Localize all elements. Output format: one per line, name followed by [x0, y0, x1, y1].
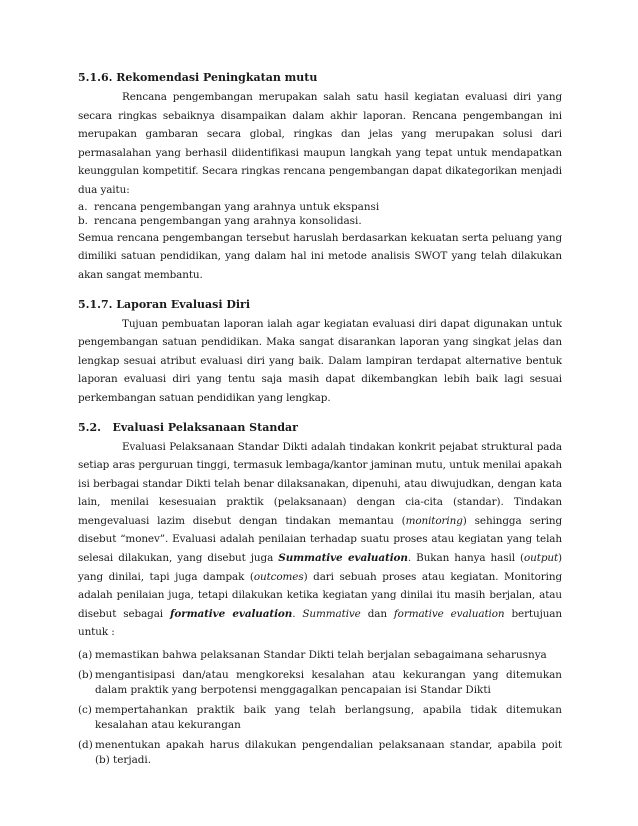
list-item: (d) menentukan apakah harus dilakukan pengendalian pelaksanaan standar, apabila poit (b) terjadi.	[78, 738, 562, 767]
list-item: (c) mempertahankan praktik baik yang telah berlangsung, apabila tidak ditemukan kesalahan atau kekurangan	[78, 703, 562, 732]
paragraph-rencana: Rencana pengembangan merupakan salah satu hasil kegiatan evaluasi diri yang secara ringkas sebaiknya disampaikan dalam akhir laporan. Rencana pengembangan ini merupakan gambaran secara global, ringkas dan jelas yang merupakan solusi dari permasalahan yang berhasil diidentifikasi maupun langkah yang tepat untuk mendapatkan keunggulan kompetitif. Secara ringkas rencana pengembangan dapat dikategorikan menjadi dua yaitu:	[78, 91, 562, 196]
paragraph-semua: Semua rencana pengembangan tersebut haruslah berdasarkan kekuatan serta peluang yang dimiliki satuan pendidikan, yang dalam hal ini metode analisis SWOT yang telah dilakukan akan sangat membantu.	[78, 231, 562, 281]
list-item: (b) mengantisipasi dan/atau mengkoreksi kesalahan atau kekurangan yang ditemukan dalam praktik yang berpotensi menggagalkan pencapaian isi Standar Dikti	[78, 668, 562, 697]
section-heading-5-2: 5.2. Evaluasi Pelaksanaan Standar	[78, 420, 298, 434]
development-plan-list	[78, 200, 562, 229]
list-item: b. rencana pengembangan yang arahnya konsolidasi.	[78, 215, 362, 228]
evaluation-purpose-list	[78, 648, 562, 769]
list-item: (a) memastikan bahwa pelaksanan Standar Dikti telah berjalan sebagaimana seharusnya	[78, 649, 547, 662]
document-page	[78, 70, 562, 773]
section-heading-5-1-7: 5.1.7. Laporan Evaluasi Diri	[78, 297, 251, 311]
paragraph-tujuan: Tujuan pembuatan laporan ialah agar kegiatan evaluasi diri dapat digunakan untuk pengembangan satuan pendidikan. Maka sangat disarankan laporan yang singkat jelas dan lengkap sesuai atribut evaluasi diri yang baik. Dalam lampiran terdapat alternative bentuk laporan evaluasi diri yang tentu saja masih dapat dikembangkan lebih baik lagi sesuai perkembangan satuan pendidikan yang lengkap.	[78, 317, 562, 404]
section-heading-5-1-6: 5.1.6. Rekomendasi Peningkatan mutu	[78, 71, 318, 84]
list-item: a. rencana pengembangan yang arahnya untuk ekspansi	[78, 200, 380, 213]
paragraph-evaluasi: Evaluasi Pelaksanaan Standar Dikti adalah tindakan konkrit pejabat struktural pada setiap aras perguruan tinggi, termasuk lembaga/kantor jaminan mutu, untuk menilai apakah isi berbagai standar Dikti telah benar dilaksanakan, dipenuhi, atau diwujudkan, dengan kata lain, menilai kesesuaian praktik (pelaksanaan) dengan cia-cita (standar). Tindakan mengevaluasi lazim disebut dengan tindakan memantau (monitoring) sehingga sering disebut “monev”. Evaluasi adalah penilaian terhadap suatu proses atau kegiatan yang telah selesai dilakukan, yang disebut juga Summative evaluation. Bukan hanya hasil (output) yang dinilai, tapi juga dampak (outcomes) dari sebuah proses atau kegiatan. Monitoring adalah penilaian juga, tetapi dilakukan ketika kegiatan yang dinilai itu masih berjalan, atau disebut sebagai formative evaluation. Summative dan formative evaluation bertujuan untuk :	[78, 440, 563, 639]
